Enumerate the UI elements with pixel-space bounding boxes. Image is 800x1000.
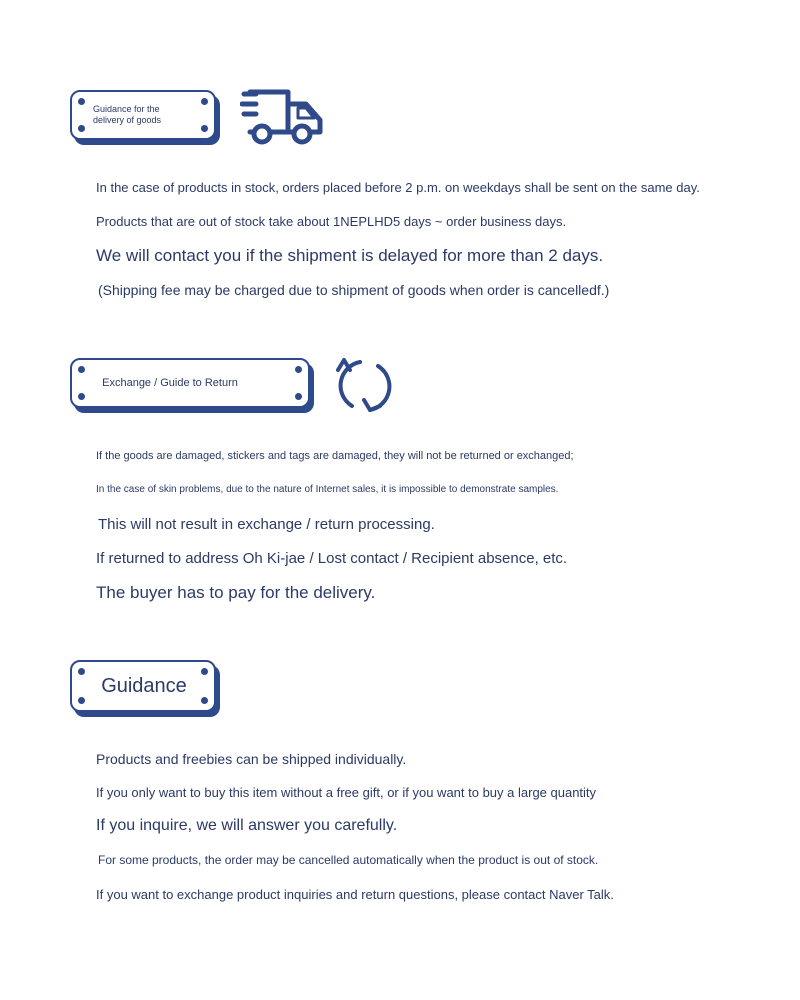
badge-dot bbox=[78, 98, 85, 105]
delivery-guidance-badge bbox=[70, 90, 216, 140]
badge-dot bbox=[201, 125, 208, 132]
badge-dot bbox=[78, 366, 85, 373]
badge-dot bbox=[78, 125, 85, 132]
exchange-line-2: In the case of skin problems, due to the nature of Internet sales, it is impossible to demonstrate samples. bbox=[96, 484, 559, 495]
exchange-line-4: If returned to address Oh Ki-jae / Lost contact / Recipient absence, etc. bbox=[96, 550, 568, 567]
refresh-cycle-icon bbox=[334, 356, 396, 416]
guidance-line-3: If you inquire, we will answer you carefully. bbox=[96, 817, 398, 834]
exchange-line-3: This will not result in exchange / return processing. bbox=[98, 516, 435, 533]
exchange-line-1: If the goods are damaged, stickers and tags are damaged, they will not be returned or exchanged; bbox=[96, 450, 574, 462]
guidance-line-1: Products and freebies can be shipped individually. bbox=[96, 751, 407, 767]
exchange-badge-label: Exchange / Guide to Return bbox=[102, 377, 238, 389]
delivery-line-1: In the case of products in stock, orders placed before 2 p.m. on weekdays shall be sent on the same day. bbox=[96, 180, 700, 195]
guidance-line-4: For some products, the order may be cancelled automatically when the product is out of stock. bbox=[98, 853, 599, 867]
guidance-badge bbox=[70, 660, 216, 712]
delivery-line-4: (Shipping fee may be charged due to shipment of goods when order is cancelledf.) bbox=[98, 282, 610, 298]
badge-dot bbox=[78, 393, 85, 400]
exchange-return-badge bbox=[70, 358, 310, 408]
badge-dot bbox=[201, 98, 208, 105]
delivery-line-3: We will contact you if the shipment is delayed for more than 2 days. bbox=[96, 246, 604, 265]
badge-dot bbox=[78, 668, 85, 675]
exchange-line-5: The buyer has to pay for the delivery. bbox=[96, 583, 376, 602]
badge-dot bbox=[295, 393, 302, 400]
truck-icon bbox=[240, 86, 326, 146]
badge-dot bbox=[78, 697, 85, 704]
badge-dot bbox=[201, 668, 208, 675]
delivery-line-2: Products that are out of stock take about 1NEPLHD5 days ~ order business days. bbox=[96, 214, 567, 229]
badge-dot bbox=[201, 697, 208, 704]
guidance-line-5: If you want to exchange product inquiries and return questions, please contact Naver Talk. bbox=[96, 887, 614, 902]
delivery-badge-label: Guidance for the delivery of goods bbox=[93, 104, 162, 125]
badge-dot bbox=[295, 366, 302, 373]
guidance-badge-label: Guidance bbox=[101, 674, 187, 697]
guidance-line-2: If you only want to buy this item without a free gift, or if you want to buy a large quantity bbox=[96, 785, 597, 800]
